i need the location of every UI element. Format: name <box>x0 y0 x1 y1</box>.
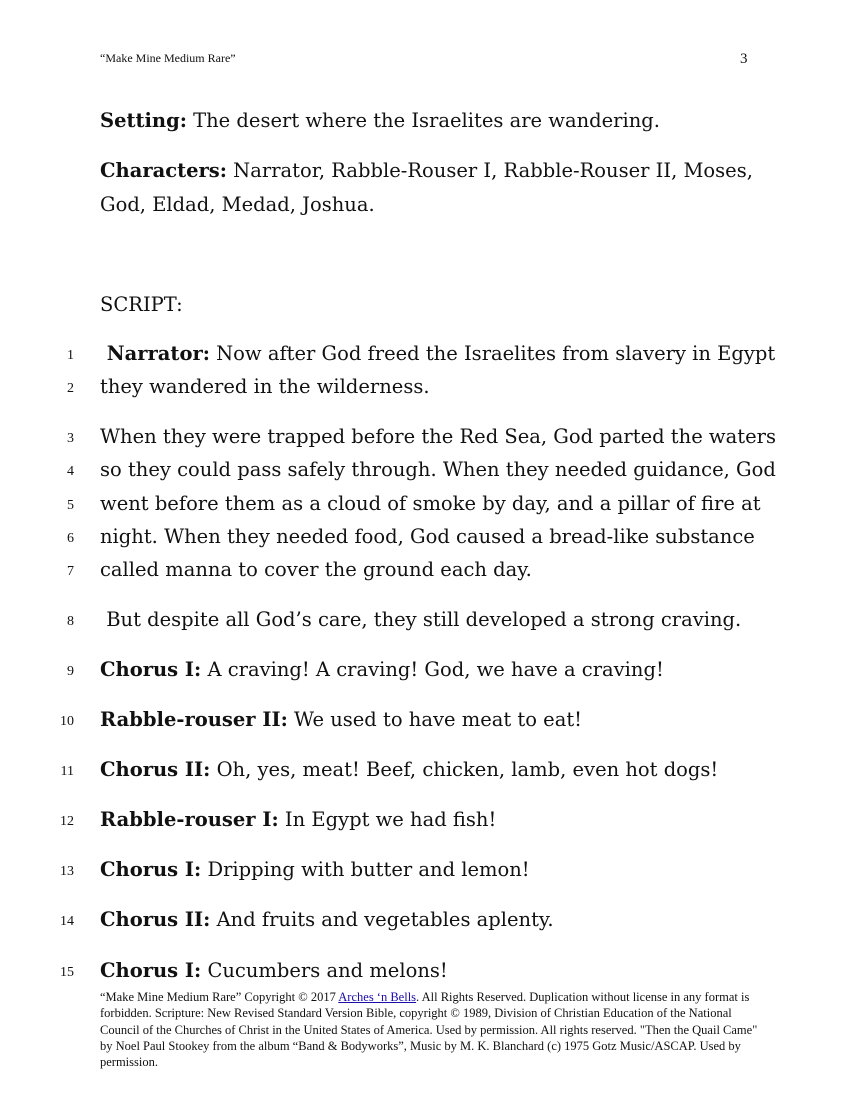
dialogue-text: Oh, yes, meat! Beef, chicken, lamb, even hot dogs! <box>210 758 719 781</box>
script-line <box>100 525 755 548</box>
speaker-name: Narrator: <box>100 342 210 365</box>
script-line <box>100 808 496 831</box>
line-number: 1 <box>67 348 74 363</box>
dialogue-text: they wandered in the wilderness. <box>100 375 430 398</box>
line-number: 11 <box>60 764 74 779</box>
script-line <box>100 492 761 515</box>
line-number: 5 <box>67 498 74 513</box>
script-line <box>100 608 741 631</box>
footer-text-start: “Make Mine Medium Rare” Copyright © 2017 <box>100 990 339 1004</box>
dialogue-text: And fruits and vegetables aplenty. <box>210 908 554 931</box>
speaker-name: Chorus I: <box>100 959 202 982</box>
dialogue-text: went before them as a cloud of smoke by day, and a pillar of fire at <box>100 492 761 515</box>
speaker-name: Rabble-rouser I: <box>100 808 279 831</box>
script-line <box>100 458 776 481</box>
line-number: 15 <box>60 965 74 980</box>
characters-text-line2: God, Eldad, Medad, Joshua. <box>100 193 375 216</box>
line-number: 7 <box>67 564 74 579</box>
speaker-name: Chorus II: <box>100 908 211 931</box>
dialogue-text: In Egypt we had fish! <box>278 808 497 831</box>
setting-label: Setting: <box>100 109 187 132</box>
line-number: 8 <box>67 614 74 629</box>
running-header-title: “Make Mine Medium Rare” <box>100 51 236 65</box>
script-line <box>100 658 664 681</box>
characters-label: Characters: <box>100 159 227 182</box>
line-number: 10 <box>60 714 74 729</box>
dialogue-text: so they could pass safely through. When they needed guidance, God <box>100 458 776 481</box>
script-line <box>100 758 718 781</box>
line-number: 12 <box>60 814 74 829</box>
dialogue-text: A craving! A craving! God, we have a craving! <box>201 658 664 681</box>
script-heading: SCRIPT: <box>100 293 183 316</box>
line-number: 9 <box>67 664 74 679</box>
characters-paragraph-cont <box>100 188 750 221</box>
characters-paragraph <box>100 154 753 187</box>
dialogue-text: Cucumbers and melons! <box>201 959 448 982</box>
speaker-name: Chorus II: <box>100 758 211 781</box>
speaker-name: Chorus I: <box>100 858 202 881</box>
dialogue-text: But despite all God’s care, they still developed a strong craving. <box>100 608 742 631</box>
dialogue-text: Dripping with butter and lemon! <box>201 858 530 881</box>
footer-text-end: . All Rights Reserved. Duplication without license in any format is forbidden. Scripture: New Revised Standard Version Bible, copyright © 1989, Division of Christian Education of the National Council of the Churches of Christ in the United States of America. Used by permission. All rights reserved. "Then the Quail Came" by Noel Paul Stookey from the album “Band & Bodyworks”, Music by M. K. Blanchard (c) 1975 Gotz Music/ASCAP. Used by permission. <box>100 990 758 1070</box>
line-number: 3 <box>67 431 74 446</box>
dialogue-text: night. When they needed food, God caused a bread-like substance <box>100 525 755 548</box>
script-line <box>100 425 776 448</box>
line-number: 13 <box>60 864 74 879</box>
setting-paragraph <box>100 104 750 137</box>
copyright-footer <box>100 989 760 1070</box>
script-line <box>100 858 530 881</box>
speaker-name: Rabble-rouser II: <box>100 708 288 731</box>
line-number: 14 <box>60 914 74 929</box>
dialogue-text: Now after God freed the Israelites from slavery in Egypt <box>209 342 776 365</box>
dialogue-text: called manna to cover the ground each day. <box>100 558 532 581</box>
line-number: 2 <box>67 381 74 396</box>
dialogue-text: We used to have meat to eat! <box>287 708 583 731</box>
setting-text: The desert where the Israelites are wandering. <box>186 109 660 132</box>
characters-text-line1: Narrator, Rabble-Rouser I, Rabble-Rouser II, Moses, <box>226 159 753 182</box>
dialogue-text: When they were trapped before the Red Sea, God parted the waters <box>100 425 776 448</box>
arches-n-bells-link[interactable]: Arches ‘n Bells <box>338 990 417 1004</box>
script-line <box>100 342 775 365</box>
script-line <box>100 908 554 931</box>
line-number: 4 <box>67 464 74 479</box>
line-number: 6 <box>67 531 74 546</box>
script-line <box>100 959 448 982</box>
script-line <box>100 375 430 398</box>
speaker-name: Chorus I: <box>100 658 202 681</box>
page-number: 3 <box>740 51 748 67</box>
script-line <box>100 558 532 581</box>
script-line <box>100 708 582 731</box>
